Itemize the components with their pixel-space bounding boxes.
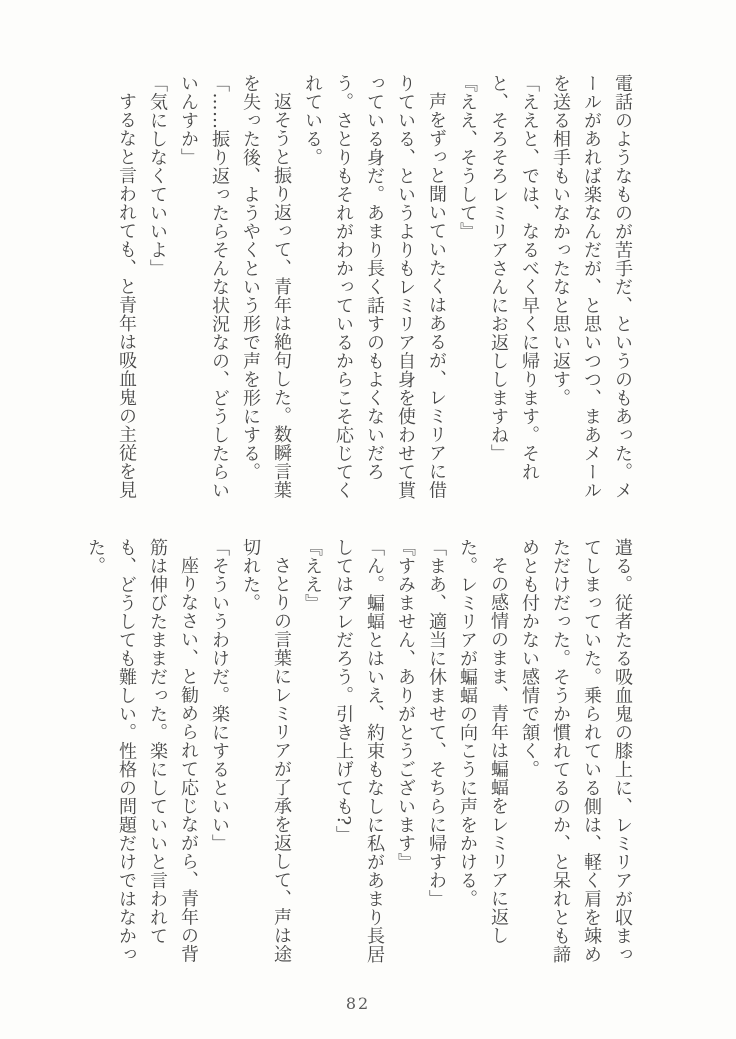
paragraph: 電話のようなものが苦手だ、というのもあった。メールがあれば楽なんだが、と思いつつ、まあメールを送る相手もいなかったなと思い返す。 (550, 74, 633, 500)
paragraph: 『すみません、ありがとうございます』 (395, 538, 416, 871)
text-block-upper (111, 74, 638, 506)
paragraph: 遣る。従者たる吸血鬼の膝上に、レミリアが収まってしまっていた。乗られている側は、軽く肩を竦めただけだった。そうか慣れてるのか、と呆れとも諦めとも付かない感情で頷く。 (519, 538, 633, 964)
paragraph: 「ええと、では、なるべく早くに帰ります。それと、そろそろレミリアさんにお返ししますね」 (488, 74, 540, 481)
paragraph: 座りなさい、と勧められて応じながら、青年の背筋は伸びたままだった。楽にしていいと言われても、どうしても難しい。性格の問題だけではなかった。 (85, 538, 199, 964)
paragraph: 「まあ、適当に休ませて、そちらに帰すわ」 (426, 538, 447, 908)
paragraph: 返そうと振り返って、青年は絶句した。数瞬言葉を失った後、ようやくという形で声を形にする。 (240, 74, 292, 499)
paragraph: 『ええ』 (302, 538, 323, 612)
paragraph: 声をずっと聞いていたくはあるが、レミリアに借りている、というよりもレミリア自身を使わせて貰っている身だ。あまり長く話すのもよくないだろう。さとりもそれがわかっているからこそ応じてくれている。 (302, 74, 447, 500)
paragraph: 「そういうわけだ。楽にするといい」 (209, 538, 230, 853)
page-number: 82 (345, 994, 371, 1013)
paragraph: 「ん。蝙蝠とはいえ、約束もなしに私があまり長居してはアレだろう。引き上げても?」 (333, 538, 385, 964)
paragraph: その感情のまま、青年は蝙蝠をレミリアに返した。レミリアが蝙蝠の向こうに声をかける。 (457, 538, 509, 945)
paragraph: 「……振り返ったらそんな状況なの、どうしたらいいんすか」 (178, 74, 230, 500)
paragraph: さとりの言葉にレミリアが了承を返して、声は途切れた。 (240, 538, 292, 963)
text-block-lower (80, 538, 638, 970)
paragraph: 「気にしなくていいよ」 (147, 74, 168, 278)
paragraph: するなと言われても、と青年は吸血鬼の主従を見 (116, 92, 137, 499)
paragraph: 『ええ、そうして』 (457, 74, 478, 241)
